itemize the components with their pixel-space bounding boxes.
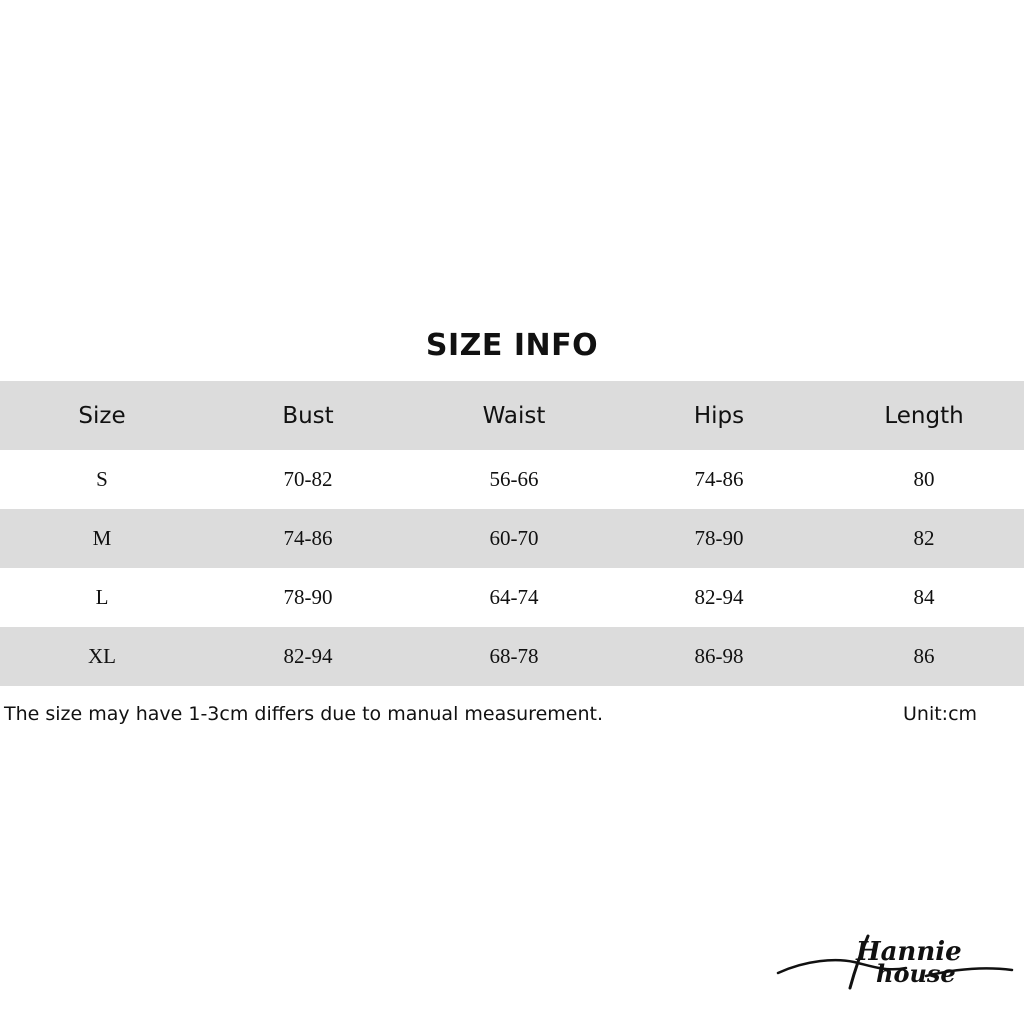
- header-length: Length: [884, 402, 964, 429]
- table-row: [0, 627, 1024, 686]
- table-row: [0, 450, 1024, 509]
- table-row: [0, 568, 1024, 627]
- cell-hips: 82-94: [694, 585, 744, 609]
- brand-logo: [776, 930, 1016, 1000]
- cell-hips: 86-98: [694, 644, 744, 668]
- cell-hips: 74-86: [694, 467, 744, 491]
- cell-bust: 78-90: [283, 585, 333, 609]
- cell-size: XL: [88, 644, 116, 668]
- size-table: [0, 381, 1024, 686]
- measurement-note: The size may have 1-3cm differs due to manual measurement.: [4, 703, 603, 725]
- table-header-row: [0, 381, 1024, 450]
- svg-text:Hannie: Hannie: [856, 937, 962, 967]
- table-row: [0, 509, 1024, 568]
- cell-length: 84: [913, 585, 935, 609]
- svg-text:house: house: [876, 959, 956, 988]
- cell-length: 80: [913, 467, 935, 491]
- cell-bust: 70-82: [283, 467, 333, 491]
- cell-waist: 56-66: [489, 467, 539, 491]
- cell-length: 82: [913, 526, 935, 550]
- unit-label: Unit:cm: [903, 703, 978, 725]
- header-hips: Hips: [693, 402, 745, 429]
- page-title: SIZE INFO: [425, 328, 599, 363]
- cell-waist: 60-70: [489, 526, 539, 550]
- cell-size: S: [96, 467, 108, 491]
- header-waist: Waist: [482, 402, 546, 429]
- cell-size: L: [95, 585, 109, 609]
- cell-bust: 82-94: [283, 644, 333, 668]
- header-bust: Bust: [282, 402, 334, 429]
- cell-waist: 64-74: [489, 585, 539, 609]
- cell-bust: 74-86: [283, 526, 333, 550]
- header-size: Size: [78, 402, 126, 429]
- cell-hips: 78-90: [694, 526, 744, 550]
- cell-length: 86: [913, 644, 935, 668]
- cell-waist: 68-78: [489, 644, 539, 668]
- cell-size: M: [92, 526, 112, 550]
